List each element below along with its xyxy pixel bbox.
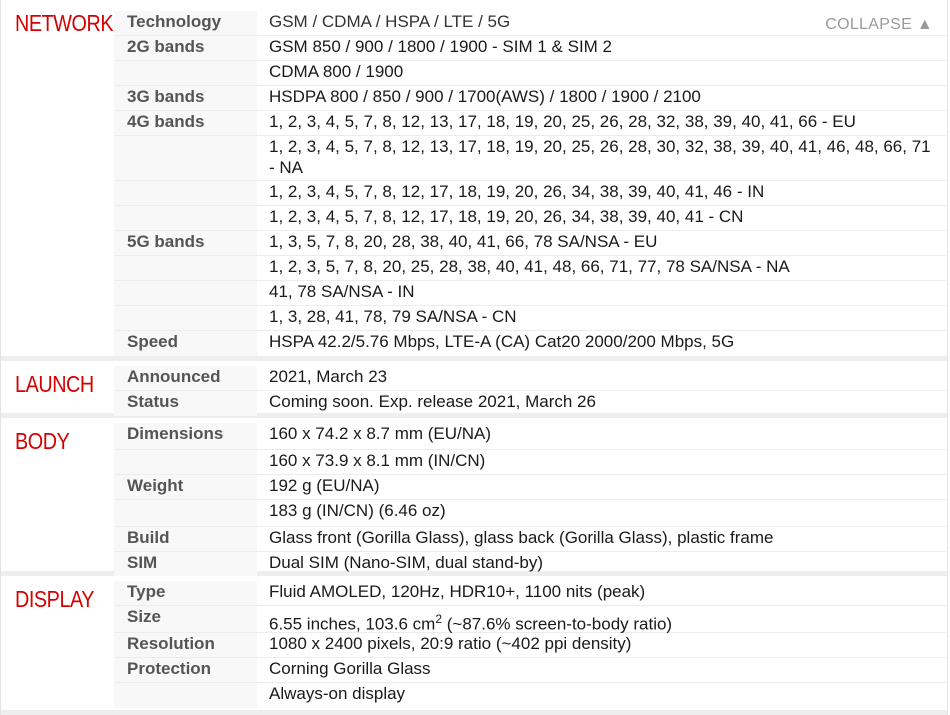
spec-row-technology (114, 11, 946, 36)
spec-row-weight (114, 475, 946, 500)
spec-label-empty (114, 500, 257, 526)
spec-row-2g (114, 36, 946, 61)
spec-value: 183 g (IN/CN) (6.46 oz) (269, 501, 446, 520)
spec-label-empty (114, 206, 257, 230)
spec-row-status (114, 391, 946, 416)
section-launch (1, 361, 947, 418)
spec-label[interactable]: Protection (114, 658, 257, 682)
spec-value: Dual SIM (Nano-SIM, dual stand-by) (269, 553, 543, 572)
spec-value: 1, 2, 3, 4, 5, 7, 8, 12, 13, 17, 18, 19, 20, 25, 26, 28, 32, 38, 39, 40, 41, 66 - EU (269, 112, 856, 131)
spec-value: 160 x 73.9 x 8.1 mm (IN/CN) (269, 451, 486, 470)
spec-label[interactable]: Speed (114, 331, 257, 356)
spec-value: GSM 850 / 900 / 1800 / 1900 - SIM 1 & SIM 2 (269, 37, 613, 56)
spec-value: 1, 2, 3, 5, 7, 8, 20, 25, 28, 38, 40, 41, 48, 66, 71, 77, 78 SA/NSA - NA (269, 257, 790, 276)
launch-rows (114, 366, 946, 416)
size-text: 6.55 inches, 103.6 cm (269, 614, 436, 634)
spec-row-5g-cont (114, 256, 946, 281)
body-rows (114, 423, 946, 576)
spec-row-display-extra (114, 683, 946, 708)
network-rows (114, 11, 946, 356)
spec-value: 160 x 74.2 x 8.7 mm (EU/NA) (269, 424, 492, 443)
spec-row-announced (114, 366, 946, 391)
spec-value: 1, 2, 3, 4, 5, 7, 8, 12, 13, 17, 18, 19, 20, 25, 26, 28, 30, 32, 38, 39, 40, 41, 46, 48, 66, 71 - NA (269, 137, 931, 177)
spec-label[interactable]: Technology (114, 11, 257, 35)
spec-value: 2021, March 23 (269, 367, 388, 386)
section-body (1, 418, 947, 576)
spec-row-2g-cont (114, 61, 946, 86)
spec-value: HSPA 42.2/5.76 Mbps, LTE-A (CA) Cat20 2000/200 Mbps, 5G (269, 332, 735, 351)
spec-label[interactable]: Type (114, 581, 257, 605)
spec-row-sim (114, 552, 946, 576)
spec-label[interactable]: 4G bands (114, 111, 257, 135)
spec-label[interactable]: SIM (114, 552, 257, 576)
spec-value: GSM / CDMA / HSPA / LTE / 5G (269, 12, 511, 31)
spec-row-build (114, 527, 946, 552)
spec-label-empty (114, 306, 257, 330)
spec-label[interactable]: Dimensions (114, 423, 257, 449)
spec-value: HSDPA 800 / 850 / 900 / 1700(AWS) / 1800 / 1900 / 2100 (269, 87, 701, 106)
spec-label[interactable]: Build (114, 527, 257, 551)
spec-value: 41, 78 SA/NSA - IN (269, 282, 415, 301)
spec-label[interactable]: 3G bands (114, 86, 257, 110)
spec-value: 1, 3, 28, 41, 78, 79 SA/NSA - CN (269, 307, 517, 326)
spec-value: 1, 2, 3, 4, 5, 7, 8, 12, 17, 18, 19, 20, 26, 34, 38, 39, 40, 41, 46 - IN (269, 182, 765, 201)
display-rows (114, 581, 946, 708)
spec-label-empty (114, 281, 257, 305)
spec-label-empty (114, 181, 257, 205)
spec-row-4g (114, 111, 946, 136)
spec-row-5g (114, 231, 946, 256)
spec-row-4g-cont (114, 181, 946, 206)
size-superscript: 2 (435, 612, 443, 626)
spec-value: 1, 3, 5, 7, 8, 20, 28, 38, 40, 41, 66, 78 SA/NSA - EU (269, 232, 658, 251)
spec-label-empty (114, 136, 257, 180)
spec-label-empty (114, 450, 257, 474)
spec-row-3g (114, 86, 946, 111)
size-ratio-text: (~87.6% screen-to-body ratio) (442, 614, 673, 634)
spec-label[interactable]: Weight (114, 475, 257, 499)
spec-label[interactable]: 2G bands (114, 36, 257, 60)
spec-row-dimensions (114, 423, 946, 450)
section-title-launch[interactable]: LAUNCH (15, 371, 94, 397)
spec-label[interactable]: Resolution (114, 633, 257, 657)
spec-label-empty (114, 61, 257, 85)
spec-row-4g-cont (114, 136, 946, 181)
spec-label[interactable]: 5G bands (114, 231, 257, 255)
spec-value-size (257, 606, 946, 635)
spec-row-4g-cont (114, 206, 946, 231)
spec-row-protection (114, 658, 946, 683)
spec-label[interactable]: Announced (114, 366, 257, 390)
spec-value: Always-on display (269, 684, 406, 703)
spec-value: 192 g (EU/NA) (269, 476, 380, 495)
section-display (1, 576, 947, 715)
spec-value: Corning Gorilla Glass (269, 659, 431, 678)
spec-value: CDMA 800 / 1900 (269, 62, 404, 81)
spec-value: Coming soon. Exp. release 2021, March 26 (269, 392, 596, 411)
section-title-body[interactable]: BODY (15, 428, 70, 454)
spec-row-speed (114, 331, 946, 356)
spec-label[interactable]: Status (114, 391, 257, 416)
spec-value: 1, 2, 3, 4, 5, 7, 8, 12, 17, 18, 19, 20, 26, 34, 38, 39, 40, 41 - CN (269, 207, 744, 226)
spec-row-resolution (114, 633, 946, 658)
spec-row-weight-cont (114, 500, 946, 527)
collapse-button[interactable]: COLLAPSE ▲ (825, 16, 933, 33)
spec-label-empty (114, 256, 257, 280)
spec-value: 1080 x 2400 pixels, 20:9 ratio (~402 ppi density) (269, 634, 632, 653)
section-title-network[interactable]: NETWORK (15, 10, 114, 36)
spec-row-5g-cont (114, 281, 946, 306)
spec-label[interactable]: Size (114, 606, 257, 632)
spec-label-empty (114, 683, 257, 708)
spec-row-5g-cont (114, 306, 946, 331)
spec-value: Glass front (Gorilla Glass), glass back (Gorilla Glass), plastic frame (269, 528, 774, 547)
spec-value: Fluid AMOLED, 120Hz, HDR10+, 1100 nits (peak) (269, 582, 646, 601)
section-network (1, 0, 947, 361)
spec-row-dimensions-cont (114, 450, 946, 475)
spec-row-size (114, 606, 946, 633)
section-title-display[interactable]: DISPLAY (15, 586, 95, 612)
spec-row-type (114, 581, 946, 606)
